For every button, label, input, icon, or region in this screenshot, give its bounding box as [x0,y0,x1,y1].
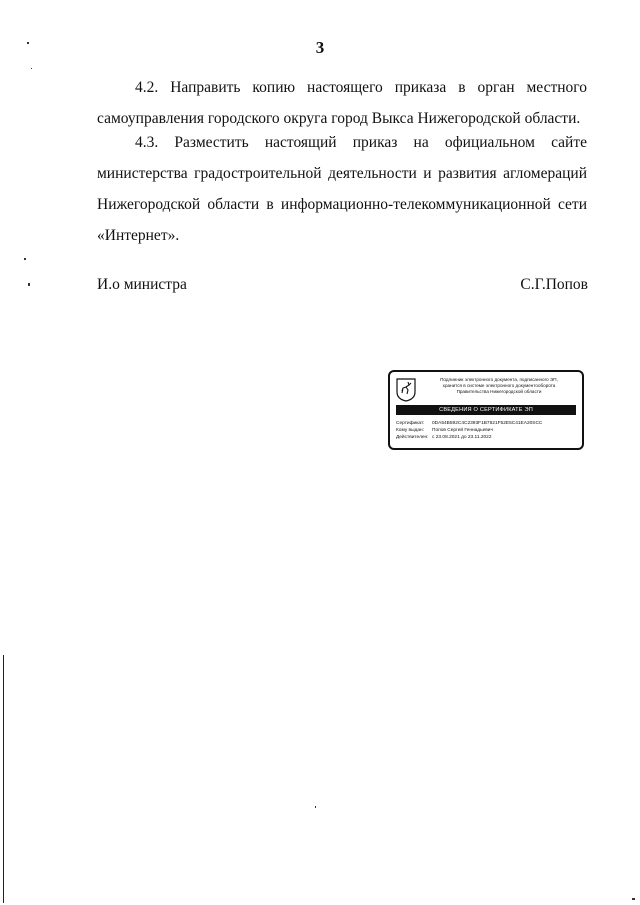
stamp-notice-line: Правительства Нижегородской области [456,389,542,394]
electronic-signature-stamp [388,370,584,450]
paragraph-4-2: 4.2. Направить копию настоящего приказа в орган местного самоуправления городского округа город Выкса Нижегородской области. [97,79,587,127]
validity-row [396,435,492,441]
scan-speck [27,42,29,44]
certificate-row [396,421,542,427]
certificate-value: 0DA54B592C4C2393F1B7621F52E5C41EA20SCC [432,421,543,426]
scan-edge-line [3,655,4,903]
page-number: 3 [315,38,325,57]
deer-coat-of-arms-icon [396,378,416,402]
paragraph-4-3: 4.3. Разместить настоящий приказ на официальном сайте министерства градостроительной деятельности и развития агломераций Нижегородской области в информационно-телекоммуникационной сети «Интернет». [97,134,587,244]
scan-speck [315,806,316,808]
owner-label: Кому выдан: [396,428,424,433]
validity-value: с 23.08.2021 до 23.11.2022 [432,435,492,440]
scan-speck [24,258,26,260]
owner-value: Попов Сергей Геннадьевич [432,428,493,433]
owner-row [396,428,493,434]
stamp-notice-line: хранится в системе электронного документооборота [442,383,556,388]
scan-speck [28,283,30,286]
stamp-header: СВЕДЕНИЯ О СЕРТИФИКАТЕ ЭП [396,405,576,415]
signatory-name: С.Г.Попов [520,276,588,293]
signatory-role: И.о министра [97,276,187,293]
scan-speck [632,898,635,900]
stamp-notice-line: Подлинник электронного документа, подписанного ЭП, [440,377,558,382]
validity-label: Действителен: [396,435,429,440]
scan-speck [31,68,32,69]
stamp-notice [418,377,580,395]
certificate-label: Сертификат: [396,421,425,426]
